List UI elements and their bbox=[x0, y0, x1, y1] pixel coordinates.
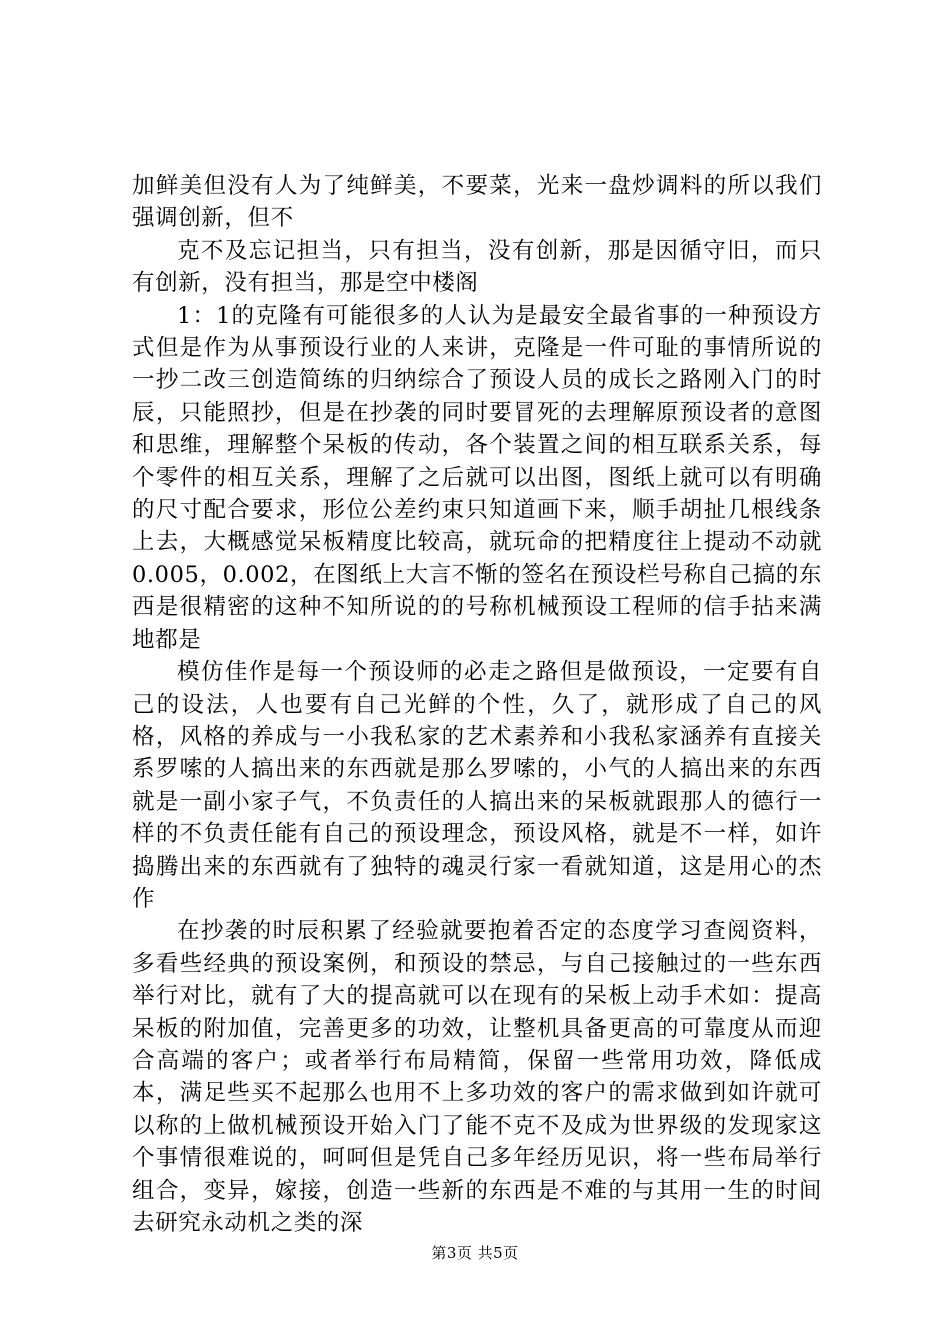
paragraph-3: 1：1的克隆有可能很多的人认为是最安全最省事的一种预设方式但是作为从事预设行业的人来讲，克隆是一件可耻的事情所说的一抄二改三创造简练的归纳综合了预设人员的成长之路刚入门的时辰，只能照抄，但是在抄袭的同时要冒死的去理解原预设者的意图和思维，理解整个呆板的传动，各个装置之间的相互联系关系，每个零件的相互关系，理解了之后就可以出图，图纸上就可以有明确的尺寸配合要求，形位公差约束只知道画下来，顺手胡扯几根线条上去，大概感觉呆板精度比较高，就玩命的把精度往上提动不动就0.005，0.002，在图纸上大言不惭的签名在预设栏号称自己搞的东西是很精密的这种不知所说的的号称机械预设工程师的信手拈来满地都是 bbox=[132, 302, 822, 653]
paragraph-4: 模仿佳作是每一个预设师的必走之路但是做预设，一定要有自己的设法，人也要有自己光鲜的个性，久了，就形成了自己的风格，风格的养成与一小我私家的艺术素养和小我私家涵养有直接关系罗嗦的人搞出来的东西就是那么罗嗦的，小气的人搞出来的东西就是一副小家子气，不负责任的人搞出来的呆板就跟那人的德行一样的不负责任能有自己的预设理念，预设风格，就是不一样，如许捣腾出来的东西就有了独特的魂灵行家一看就知道，这是用心的杰作 bbox=[132, 659, 822, 912]
paragraph-2: 克不及忘记担当，只有担当，没有创新，那是因循守旧，而只有创新，没有担当，那是空中楼阁 bbox=[132, 237, 822, 297]
page-number-footer: 第3页 共5页 bbox=[431, 1244, 519, 1262]
paragraph-1: 加鲜美但没有人为了纯鲜美，不要菜，光来一盘炒调料的所以我们强调创新，但不 bbox=[132, 173, 822, 232]
document-body bbox=[132, 170, 822, 1239]
paragraph-5: 在抄袭的时辰积累了经验就要抱着否定的态度学习查阅资料，多看些经典的预设案例，和预设的禁忌，与自己接触过的一些东西举行对比，就有了大的提高就可以在现有的呆板上动手术如：提高呆板的附加值，完善更多的功效，让整机具备更高的可靠度从而迎合高端的客户；或者举行布局精简，保留一些常用功效，降低成本，满足些买不起那么也用不上多功效的客户的需求做到如许就可以称的上做机械预设开始入门了能不克不及成为世界级的发现家这个事情很难说的，呵呵但是凭自己多年经历见识，将一些布局举行组合，变异，嫁接，创造一些新的东西是不难的与其用一生的时间去研究永动机之类的深 bbox=[132, 918, 822, 1236]
